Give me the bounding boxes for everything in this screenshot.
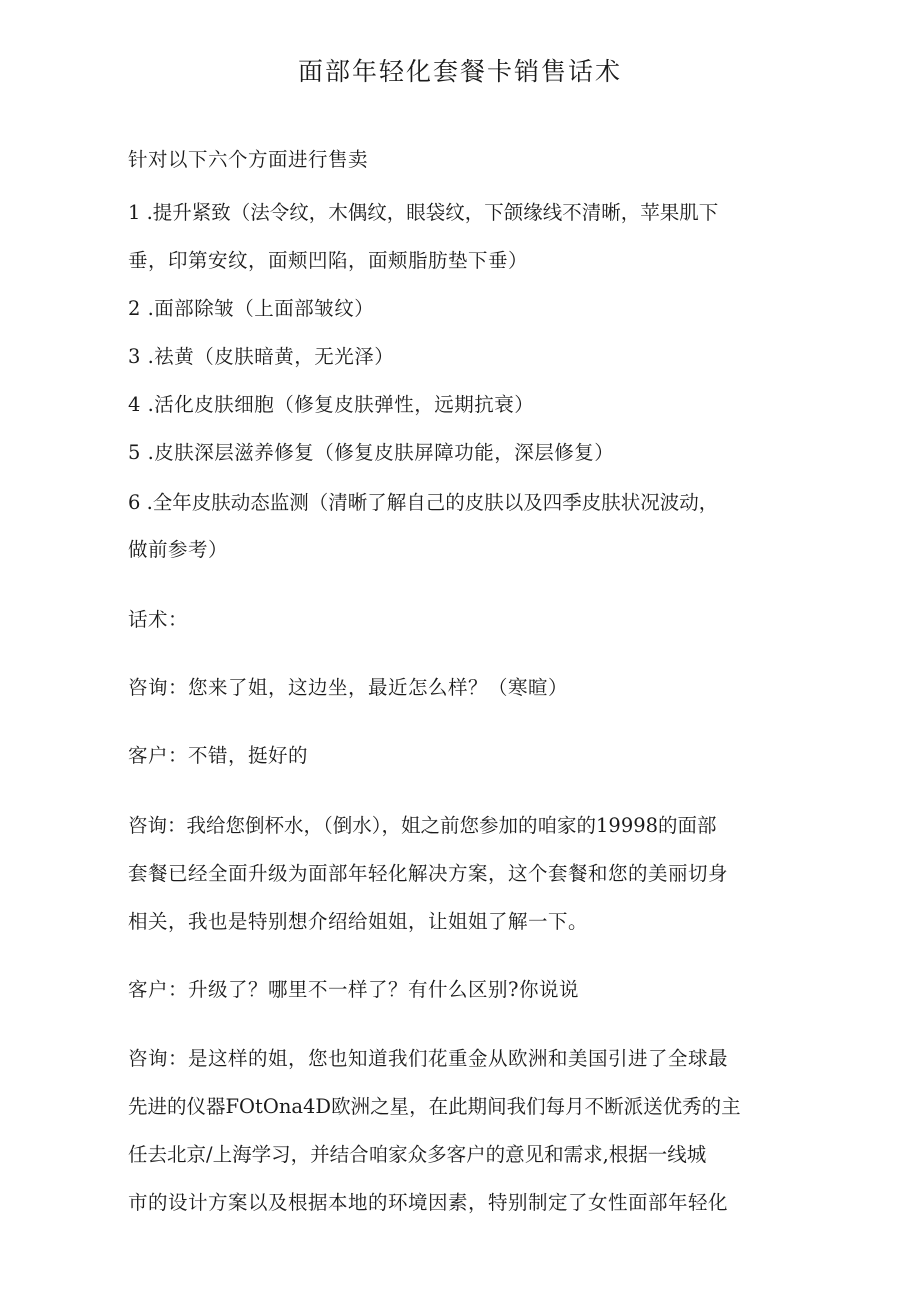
dialogue-customer-2: 客户：升级了？哪里不一样了？有什么区别?你说说 [128, 978, 579, 1001]
dialogue-consultant-3-line-4: 市的设计方案以及根据本地的环境因素，特别制定了女性面部年轻化 [128, 1191, 729, 1214]
dialogue-consultant-2-line-1: 咨询：我给您倒杯水，（倒水），姐之前您参加的咱家的19998的面部 [128, 814, 717, 837]
list-item-5: 5 .皮肤深层滋养修复（修复皮肤屏障功能，深层修复） [128, 441, 615, 464]
dialogue-consultant-1: 咨询：您来了姐，这边坐，最近怎么样？（寒暄） [128, 676, 569, 699]
script-heading: 话术： [128, 608, 189, 631]
list-item-6-line-2: 做前参考） [128, 538, 229, 561]
dialogue-consultant-3-line-2: 先进的仪器FOtOna4D欧洲之星，在此期间我们每月不断派送优秀的主 [128, 1095, 741, 1118]
list-item-2: 2 .面部除皱（上面部皱纹） [128, 297, 375, 320]
document-title: 面部年轻化套餐卡销售话术 [297, 57, 622, 86]
list-item-1-line-1: 1 .提升紧致（法令纹，木偶纹，眼袋纹，下颌缘线不清晰，苹果肌下 [128, 201, 719, 224]
dialogue-consultant-2-line-2: 套餐已经全面升级为面部年轻化解决方案，这个套餐和您的美丽切身 [128, 862, 729, 885]
dialogue-consultant-2-line-3: 相关，我也是特别想介绍给姐姐，让姐姐了解一下。 [128, 910, 589, 933]
list-item-3: 3 .祛黄（皮肤暗黄，无光泽） [128, 345, 395, 368]
dialogue-consultant-3-line-1: 咨询：是这样的姐，您也知道我们花重金从欧洲和美国引进了全球最 [128, 1047, 729, 1070]
list-item-1-line-2: 垂，印第安纹，面颊凹陷，面颊脂肪垫下垂） [128, 249, 529, 272]
dialogue-customer-1: 客户：不错，挺好的 [128, 744, 309, 767]
dialogue-consultant-3-line-3: 任去北京/上海学习，并结合咱家众多客户的意见和需求,根据一线城 [128, 1143, 707, 1166]
list-item-4: 4 .活化皮肤细胞（修复皮肤弹性，远期抗衰） [128, 393, 535, 416]
intro-text: 针对以下六个方面进行售卖 [128, 148, 369, 171]
list-item-6-line-1: 6 .全年皮肤动态监测（清晰了解自己的皮肤以及四季皮肤状况波动， [128, 491, 719, 514]
